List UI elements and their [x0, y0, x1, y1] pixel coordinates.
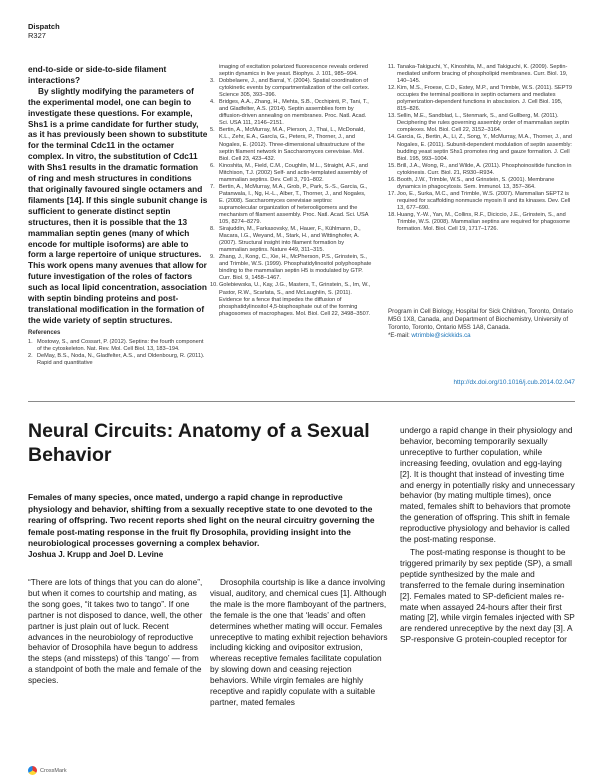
reference-number: 18. — [388, 211, 396, 218]
reference-item — [210, 184, 372, 226]
journal-name: Dispatch — [28, 22, 60, 31]
article-abstract: Females of many species, once mated, undergo a rapid change in reproductive physiology and behavior, shifting from a sexually receptive state to one devoted to the rearing of offspring. Two recent reports shed light on the neural circuitry governing the female post-mating response in the fruit fly Drosophila, providing insight into the neurobiological processes governing a complex behavior. — [28, 492, 375, 549]
doi-link[interactable]: http://dx.doi.org/10.1016/j.cub.2014.02.047 — [453, 379, 575, 386]
paragraph-continuation: end-to-side or side-to-side filament interactions? — [28, 64, 167, 85]
reference-item — [388, 191, 574, 212]
reference-number: 11. — [388, 64, 396, 70]
reference-text: imaging of excitation polarized fluorescence reveals ordered septin dynamics in live yeast. Biophys. J. 101, 985–994. — [219, 64, 368, 78]
reference-text: Kinoshita, M., Field, C.M., Coughlin, M.L., Straight, A.F., and Mitchison, T.J. (2002) Self- and actin-templated assembly of mammalian septins. Dev. Cell 3, 791–802. — [219, 162, 368, 183]
reference-number: 1. — [28, 338, 33, 345]
reference-item — [210, 127, 372, 162]
reference-text: Brill, J.A., Wong, R., and Wilde, A. (2011). Phosphoinositide function in cytokinesis. Curr. Biol. 21, R930–R934. — [397, 162, 572, 176]
reference-number: 14. — [388, 134, 396, 141]
reference-text: Sirajuddin, M., Farkasovsky, M., Hauer, F., Kühlmann, D., Macara, I.G., Weyand, M., Stark, H., and Wittinghofer, A. (2007). Structural insight into filament formation by mammalian septins. Nature 449, 311–315. — [219, 226, 361, 254]
body-column-1: “There are lots of things that you can do alone”, but when it comes to courtship and mating, as the song goes, “it takes two to tango”. If one partner is not disposed to dance, well, the other partner is just plain out of luck. Recent advances in the neurobiology of reproductive behavior of Drosophila have begun to address the steps (and missteps) of this ‘tango’ — from a standpoint of both the male and female of the species. — [28, 577, 203, 686]
reference-text: Golebiewska, U., Kay, J.G., Masters, T., Grinstein, S., Im, W., Pastor, R.W., Scarlata, S., and McLaughlin, S. (2011). Evidence for a fence that impedes the diffusion of phosphatidylinositol 4,5-bisphosphate out of the forming phagosomes of macrophages. Mol. Biol. Cell 22, 3498–3507. — [219, 282, 371, 317]
references-col3 — [388, 64, 574, 233]
reference-item — [210, 254, 372, 282]
reference-item — [210, 99, 372, 127]
article-title: Neural Circuits: Anatomy of a Sexual Behavior — [28, 420, 370, 466]
reference-item — [388, 113, 574, 134]
reference-text: Bertin, A., McMurray, M.A., Grob, P., Park, S.-S., Garcia, G., Patanwala, I., Ng, H.-L., Alber, T., Thorner, J., and Nogales, E. (2008). Saccharomyces cerevisiae septins: supramolecular organization of heterooligomers and the mechanism of filament assembly. Proc. Natl. Acad. Sci. USA 105, 8274–8279. — [219, 183, 369, 226]
references-col2 — [210, 64, 372, 318]
reference-number: 17. — [388, 190, 396, 197]
reference-text: Bertin, A., McMurray, M.A., Pierson, J., Thai, L., McDonald, K.L., Zehr, E.A., García, G., Peters, P., Thorner, J., and Nogales, E. (2012). Three-dimensional ultrastructure of the septin filament network in Saccharomyces cerevisiae. Mol. Biol. Cell 23, 423–432. — [219, 127, 365, 162]
section-divider — [28, 401, 575, 402]
reference-text: Bridges, A.A., Zhang, H., Mehta, S.B., Occhipinti, P., Tani, T., and Gladfelter, A.S. (2014). Septin assemblies form by diffusion-driven annealing on membranes. Proc. Natl. Acad. Sci. USA 111, 2146–2151. — [219, 99, 369, 127]
references-col1 — [28, 330, 208, 367]
email-label: *E-mail: — [388, 332, 412, 339]
reference-item — [388, 64, 574, 85]
body-column-2: Drosophila courtship is like a dance involving visual, auditory, and chemical cues [1]. Although the male is the more flamboyant of the partners, the female is the one that ‘leads’ and often determines whether mating will occur. Females unreceptive to mating exhibit rejection behaviors including kicking and ovipositor extrusion, whereas receptive females facilitate copulation by slowing down and ceasing rejection behaviors. While virgin females are highly receptive and rapidly copulate with a suitable partner, mated females — [210, 577, 388, 707]
reference-item — [210, 282, 372, 317]
reference-item — [28, 339, 208, 353]
reference-text: Tanaka-Takiguchi, Y., Kinoshita, M., and Takiguchi, K. (2009). Septin-mediated uniform bracing of phospholipid membranes. Curr. Biol. 19, 140–145. — [397, 64, 568, 85]
reference-number: 4. — [210, 99, 215, 106]
reference-number: 10. — [210, 282, 218, 289]
journal-header — [28, 22, 60, 40]
reference-item — [210, 64, 372, 78]
body-column-3 — [400, 425, 575, 647]
page-number: R327 — [28, 31, 46, 40]
reference-text: Joo, E., Surka, M.C., and Trimble, W.S. (2007). Mammalian SEPT2 is required for scaffolding nonmuscle myosin II and its kinases. Dev. Cell 13, 677–690. — [397, 190, 571, 211]
reference-number: 5. — [210, 127, 215, 134]
reference-number: 15. — [388, 162, 396, 169]
reference-text: Booth, J.W., Trimble, W.S., and Grinstein, S. (2001). Membrane dynamics in phagocytosis. Sem. Immunol. 13, 357–364. — [397, 176, 555, 190]
reference-item — [388, 85, 574, 113]
crossmark-icon — [28, 766, 37, 775]
reference-number: 12. — [388, 85, 396, 92]
reference-number: 2. — [28, 352, 33, 359]
email-link[interactable]: wtrimble@sickkids.ca — [411, 332, 471, 339]
reference-text: DeMay, B.S., Noda, N., Gladfelter, A.S., and Oldenbourg, R. (2011). Rapid and quantitative — [37, 352, 205, 366]
references-title: References — [28, 329, 61, 336]
article-authors: Joshua J. Krupp and Joel D. Levine — [28, 550, 164, 559]
reference-number: 13. — [388, 113, 396, 120]
reference-text: Dobbelaere, J., and Barral, Y. (2004). Spatial coordination of cytokinetic events by compartmentalization of the cell cortex. Science 305, 393–396. — [219, 78, 370, 99]
column-1 — [28, 64, 208, 367]
reference-number: 8. — [210, 226, 215, 233]
reference-item — [210, 78, 372, 99]
paragraph-sex-peptide: The post-mating response is thought to be triggered primarily by sex peptide (SP), a small peptide synthesized by the male and transferred to the female during insemination [2]. Females mated to SP-deficient males re-mate when assayed 24-hours after their first mating [2], while virgin females injected with SP are rendered unreceptive by the next day [3]. A SP-responsive G protein-coupled receptor for — [400, 546, 575, 645]
reference-item — [388, 163, 574, 177]
paragraph-shs1: By slightly modifying the parameters of the experimental model, one can begin to investigate these questions. For example, Shs1 is a prime candidate for further study, as it has previously been shown to substitute for the terminal Cdc11 in the octamer complex. In vitro, the substitution of Cdc11 with Shs1 results in the dramatic formation of ring and mesh structures in conditions that originally favoured single octamers and filaments [14]. If this single subunit change is sufficient to generate distinct septin structures, then it is possible that the 13 mammalian septin genes (many of which encode for multiple isoforms) are able to form a large repertoire of unique structures. This work opens many avenues that allow for future investigation of the roles of factors such as local lipid concentration, association with septin binding proteins and post-translational modification in the formation of the wide variety of septin structures. — [28, 85, 208, 325]
reference-item — [388, 134, 574, 162]
reference-item — [210, 226, 372, 254]
reference-text: Sellin, M.E., Sandblad, L., Stenmark, S., and Gullberg, M. (2011). Deciphering the rules governing assembly order of mammalian septin complexes. Mol. Biol. Cell 22, 3152–3164. — [397, 113, 569, 134]
reference-number: 16. — [388, 176, 396, 183]
reference-text: Zhang, J., Kong, C., Xie, H., McPherson, P.S., Grinstein, S., and Trimble, W.S. (1999). Phosphatidylinositol polyphosphate binding to the mammalian septin H5 is modulated by GTP. Curr. Biol. 9, 1458–1467. — [219, 254, 372, 282]
reference-text: Garcia, G., Bertin, A., Li, Z., Song, Y., McMurray, M.A., Thorner, J., and Nogales, E. (2011). Subunit-dependent modulation of septin assembly: budding yeast septin Shs1 promotes ring and gauze formation. J. Cell Biol. 195, 993–1004. — [397, 134, 572, 162]
reference-number: 7. — [210, 183, 215, 190]
reference-text: Kim, M.S., Froese, C.D., Estey, M.P., and Trimble, W.S. (2011). SEPT9 occupies the terminal positions in septin octamers and mediates polymerization-dependent functions in abscission. J. Cell Biol. 195, 815–826. — [397, 85, 573, 113]
crossmark-badge[interactable] — [28, 766, 67, 775]
affiliation: Program in Cell Biology, Hospital for Sick Children, Toronto, Ontario M5G 1X8, Canada, and Department of Biochemistry, University of Toronto, Toronto, Ontario M5S 1A8, Canada. *E-mail: wtrimble@sickkids.ca — [388, 308, 573, 339]
paragraph-post-mating: undergo a rapid change in their physiology and behavior, becoming temporarily sexually unreceptive to further copulation, while increasing feeding, ovulation and egg-laying [2]. It is thought that instead of investing time and energy in potentially risky and unnecessary behavior (by mating multiple times), once mated, females shift to behaviors that promote the generation of offspring. This shift in female reproductive physiology and behavior is called the post-mating response. — [400, 425, 575, 545]
crossmark-label: CrossMark — [40, 767, 67, 774]
reference-text: Mostowy, S., and Cossart, P. (2012). Septins: the fourth component of the cytoskeleton. Nat. Rev. Mol. Cell Biol. 13, 183–194. — [37, 338, 204, 352]
reference-item — [210, 163, 372, 184]
reference-item — [388, 212, 574, 233]
reference-text: Huang, Y.-W., Yan, M., Collins, R.F., Diciccio, J.E., Grinstein, S., and Trimble, W.S. (2008). Mammalian septins are required for phagosome formation. Mol. Biol. Cell 19, 1717–1726. — [397, 211, 570, 233]
reference-item — [28, 353, 208, 367]
reference-number: 9. — [210, 254, 215, 261]
reference-number: 3. — [210, 78, 215, 85]
reference-item — [388, 177, 574, 191]
reference-number: 6. — [210, 162, 215, 169]
reference-number — [210, 64, 219, 78]
